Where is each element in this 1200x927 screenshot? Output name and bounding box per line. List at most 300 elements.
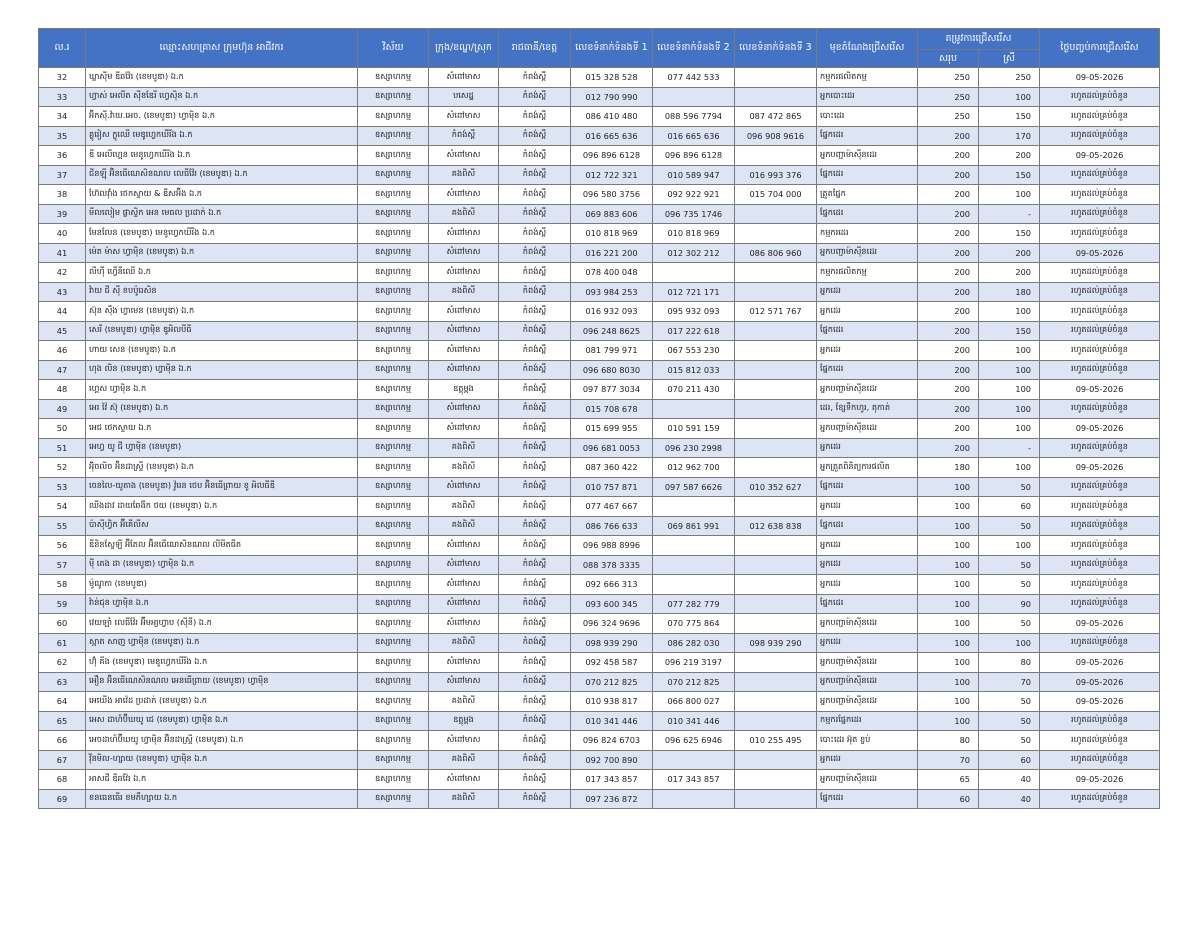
cell-sector: ឧស្សាហកម្ម [358,263,429,283]
cell-no: 35 [39,126,86,146]
cell-phone-1: 081 799 971 [571,341,653,361]
table-row [39,731,1160,751]
cell-position: អ្នកដេរ [817,341,918,361]
cell-phone-1: 016 221 200 [571,243,653,263]
cell-district: សំពៅមាស [429,594,499,614]
cell-total: 200 [918,243,979,263]
cell-position: ផ្នែកដេរ [817,516,918,536]
cell-deadline: រហូតដល់គ្រប់ចំនួន [1040,126,1160,146]
cell-district: សំពៅមាស [429,263,499,283]
table-row [39,653,1160,673]
cell-company-name: ស៊ុន ស៊ឹង ហ្វាមេន (ខេមបូឌា) ឯ.ក [86,302,358,322]
cell-total: 100 [918,575,979,595]
cell-phone-1: 096 248 8625 [571,321,653,341]
cell-sector: ឧស្សាហកម្ម [358,458,429,478]
cell-phone-1: 096 680 8030 [571,360,653,380]
cell-phone-1: 092 700 890 [571,750,653,770]
table-row [39,87,1160,107]
cell-district: សំពៅមាស [429,107,499,127]
cell-company-name: លីហ៊ី ហ្វើនីឈើ ឯ.ក [86,263,358,283]
cell-sector: ឧស្សាហកម្ម [358,146,429,166]
cell-total: 100 [918,614,979,634]
cell-company-name: ម៉េត ម៉ាស ហ្វាម៉ិន (ខេមបូឌា) ឯ.ក [86,243,358,263]
cell-female: 50 [979,575,1040,595]
cell-province: កំពង់ស្ពឺ [499,87,571,107]
cell-district: សំពៅមាស [429,321,499,341]
cell-company-name: វ៉ាយ ជី ស៊ី ខបប៉ូរេសិន [86,282,358,302]
cell-female: 100 [979,536,1040,556]
cell-phone-3: 016 993 376 [735,165,817,185]
cell-phone-3 [735,575,817,595]
cell-female: 50 [979,614,1040,634]
cell-female: 50 [979,516,1040,536]
cell-position: អ្នកបញ្ជាម៉ាស៊ីនដេរ [817,692,918,712]
cell-province: កំពង់ស្ពឺ [499,536,571,556]
cell-phone-3 [735,68,817,88]
cell-province: កំពង់ស្ពឺ [499,731,571,751]
cell-district: គងពិសី [429,750,499,770]
cell-phone-1: 092 458 587 [571,653,653,673]
cell-position: កម្មករដេរ [817,224,918,244]
cell-total: 200 [918,146,979,166]
cell-phone-3 [735,711,817,731]
cell-phone-2 [653,263,735,283]
cell-phone-3: 015 704 000 [735,185,817,205]
cell-phone-2: 015 812 033 [653,360,735,380]
cell-company-name: អេចដាហ៍ប៊ីឃយូ ហ្វាម៉ិន អ៊ិនដាស្ទ្រី (ខេមបូឌា) ឯ.ក [86,731,358,751]
cell-phone-2: 070 775 864 [653,614,735,634]
cell-deadline: រហូតដល់គ្រប់ចំនួន [1040,399,1160,419]
cell-company-name: ឌី អេលីហ្គេន មេនូហ្វេកឃីរីង ឯ.ក [86,146,358,166]
cell-province: កំពង់ស្ពឺ [499,516,571,536]
cell-sector: ឧស្សាហកម្ម [358,87,429,107]
cell-no: 39 [39,204,86,224]
cell-total: 100 [918,633,979,653]
cell-phone-2 [653,575,735,595]
cell-position: ផ្នែកដេរ [817,321,918,341]
cell-company-name: ស្អាត សាញ ហ្វាម៉ិន (ខេមបូឌា) ឯ.ក [86,633,358,653]
cell-position: អ្នកដេរ [817,555,918,575]
cell-deadline: រហូតដល់គ្រប់ចំនួន [1040,633,1160,653]
cell-female: 90 [979,594,1040,614]
cell-sector: ឧស្សាហកម្ម [358,224,429,244]
cell-province: កំពង់ស្ពឺ [499,165,571,185]
cell-no: 42 [39,263,86,283]
cell-phone-1: 015 699 955 [571,419,653,439]
cell-sector: ឧស្សាហកម្ម [358,126,429,146]
cell-company-name: ម៉ូណូកា (ខេមបូឌា) [86,575,358,595]
cell-total: 70 [918,750,979,770]
cell-position: ផ្នែកដេរ [817,360,918,380]
cell-position: អ្នកបញ្ជាម៉ាស៊ីនដេរ [817,380,918,400]
cell-phone-3 [735,224,817,244]
cell-total: 200 [918,204,979,224]
cell-no: 60 [39,614,86,634]
cell-female: 100 [979,380,1040,400]
cell-phone-2: 070 212 825 [653,672,735,692]
cell-no: 55 [39,516,86,536]
cell-sector: ឧស្សាហកម្ម [358,341,429,361]
cell-sector: ឧស្សាហកម្ម [358,750,429,770]
cell-province: កំពង់ស្ពឺ [499,672,571,692]
cell-phone-3 [735,789,817,809]
cell-female: 100 [979,360,1040,380]
cell-phone-2 [653,87,735,107]
header-phone-3: លេខទំនាក់ទំនងទី 3 [735,29,817,68]
cell-province: កំពង់ស្ពឺ [499,360,571,380]
table-row [39,438,1160,458]
cell-province: កំពង់ស្ពឺ [499,185,571,205]
cell-phone-3 [735,497,817,517]
cell-total: 250 [918,87,979,107]
cell-total: 200 [918,438,979,458]
cell-female: 100 [979,399,1040,419]
cell-sector: ឧស្សាហកម្ម [358,185,429,205]
cell-total: 100 [918,497,979,517]
cell-no: 57 [39,555,86,575]
table-row [39,477,1160,497]
cell-company-name: អេរ វ៉ៃ ស៊ុ (ខេមបូឌា) ឯ.ក [86,399,358,419]
cell-phone-2: 012 302 212 [653,243,735,263]
cell-province: កំពង់ស្ពឺ [499,341,571,361]
table-header [39,29,1160,68]
cell-position: អ្នកដេរ [817,575,918,595]
cell-deadline: 09-05-2026 [1040,146,1160,166]
cell-deadline: 09-05-2026 [1040,243,1160,263]
cell-province: កំពង់ស្ពឺ [499,224,571,244]
cell-position: អ្នកដេរ [817,282,918,302]
cell-sector: ឧស្សាហកម្ម [358,731,429,751]
cell-phone-2: 095 932 093 [653,302,735,322]
cell-deadline: រហូតដល់គ្រប់ចំនួន [1040,536,1160,556]
header-phone-2: លេខទំនាក់ទំនងទី 2 [653,29,735,68]
cell-female: 170 [979,126,1040,146]
cell-phone-1: 069 883 606 [571,204,653,224]
cell-phone-1: 070 212 825 [571,672,653,692]
header-female: ស្រី [979,50,1040,68]
cell-deadline: រហូតដល់គ្រប់ចំនួន [1040,516,1160,536]
cell-company-name: អ៊ុិចលិច អ៊ិនដាស្ទ្រី (ខេមបូឌា) ឯ.ក [86,458,358,478]
cell-no: 59 [39,594,86,614]
cell-province: កំពង់ស្ពឺ [499,302,571,322]
cell-total: 60 [918,789,979,809]
table-row [39,282,1160,302]
table-row [39,575,1160,595]
cell-sector: ឧស្សាហកម្ម [358,204,429,224]
header-deadline: ថ្ងៃបញ្ចប់ការជ្រើសរើស [1040,29,1160,68]
cell-female: 100 [979,341,1040,361]
cell-position: ផ្នែកដេរ [817,126,918,146]
cell-company-name: ហ៊ុំ គីង (ខេមបូឌា) មេនូហ្វេកឃីរីង ឯ.ក [86,653,358,673]
cell-total: 200 [918,302,979,322]
cell-no: 32 [39,68,86,88]
cell-phone-3: 098 939 290 [735,633,817,653]
cell-district: សំពៅមាស [429,731,499,751]
cell-female: 150 [979,107,1040,127]
cell-total: 100 [918,477,979,497]
cell-phone-3: 010 352 627 [735,477,817,497]
cell-phone-3: 012 638 838 [735,516,817,536]
cell-province: កំពង់ស្ពឺ [499,243,571,263]
cell-province: កំពង់ស្ពឺ [499,614,571,634]
cell-position: អ្នកដេរ [817,633,918,653]
cell-phone-3 [735,321,817,341]
cell-female: 100 [979,185,1040,205]
cell-female: 60 [979,750,1040,770]
cell-position: អ្នកដេរ [817,438,918,458]
cell-phone-2: 016 665 636 [653,126,735,146]
cell-total: 100 [918,555,979,575]
cell-phone-1: 086 766 633 [571,516,653,536]
table-row [39,224,1160,244]
cell-total: 65 [918,770,979,790]
cell-no: 63 [39,672,86,692]
cell-position: អ្នកបញ្ជាម៉ាស៊ីនដេរ [817,770,918,790]
cell-company-name: អាសជី ឌីឆវ៉ែរ ឯ.ក [86,770,358,790]
cell-female: 150 [979,224,1040,244]
cell-district: សំពៅមាស [429,68,499,88]
cell-district: សំពៅមាស [429,146,499,166]
cell-total: 200 [918,380,979,400]
cell-phone-1: 098 939 290 [571,633,653,653]
cell-phone-2: 070 211 430 [653,380,735,400]
cell-phone-2: 092 922 921 [653,185,735,205]
cell-sector: ឧស្សាហកម្ម [358,536,429,556]
cell-phone-1: 010 818 969 [571,224,653,244]
cell-position: អ្នកដេរ [817,536,918,556]
cell-female: 70 [979,672,1040,692]
cell-phone-1: 097 236 872 [571,789,653,809]
cell-district: គងពិសី [429,204,499,224]
cell-phone-3 [735,555,817,575]
cell-phone-3 [735,594,817,614]
cell-phone-2 [653,497,735,517]
cell-total: 80 [918,731,979,751]
cell-phone-1: 096 896 6128 [571,146,653,166]
cell-deadline: 09-05-2026 [1040,419,1160,439]
cell-sector: ឧស្សាហកម្ម [358,477,429,497]
cell-position: ផ្នែកដេរ [817,477,918,497]
cell-no: 48 [39,380,86,400]
cell-district: គងពិសី [429,516,499,536]
cell-district: សំពៅមាស [429,224,499,244]
header-company-name: ឈ្មោះសហគ្រាស ក្រុមហ៊ុន អាជីវករ [86,29,358,68]
cell-deadline: រហូតដល់គ្រប់ចំនួន [1040,107,1160,127]
cell-phone-2: 012 721 171 [653,282,735,302]
cell-no: 36 [39,146,86,166]
table-row [39,165,1160,185]
cell-sector: ឧស្សាហកម្ម [358,770,429,790]
cell-total: 200 [918,419,979,439]
cell-no: 50 [39,419,86,439]
cell-phone-1: 096 824 6703 [571,731,653,751]
header-sector: វិស័យ [358,29,429,68]
cell-total: 200 [918,185,979,205]
cell-district: សំពៅមាស [429,185,499,205]
cell-deadline: រហូតដល់គ្រប់ចំនួន [1040,185,1160,205]
cell-total: 200 [918,165,979,185]
cell-position: អ្នកដេរ [817,497,918,517]
cell-phone-1: 010 341 446 [571,711,653,731]
cell-phone-1: 016 665 636 [571,126,653,146]
cell-district: គងពិសី [429,458,499,478]
cell-deadline: 09-05-2026 [1040,672,1160,692]
cell-position: អ្នកបញ្ជាម៉ាស៊ីនដេរ [817,146,918,166]
cell-total: 200 [918,263,979,283]
cell-phone-3 [735,380,817,400]
cell-deadline: រហូតដល់គ្រប់ចំនួន [1040,789,1160,809]
cell-sector: ឧស្សាហកម្ម [358,692,429,712]
cell-company-name: អេជ ថេកស្ទាយ ឯ.ក [86,419,358,439]
cell-phone-3 [735,692,817,712]
cell-province: កំពង់ស្ពឺ [499,68,571,88]
cell-company-name: អេស ដាហ៍ប៊ីឃយូ ជេ (ខេមបូឌា) ហ្វាម៉ិន ឯ.ក [86,711,358,731]
cell-no: 66 [39,731,86,751]
cell-phone-1: 012 722 321 [571,165,653,185]
cell-company-name: ហ្វាស់ អេលីត ស៊ីនឌែរី ហ្វេស៊ិន ឯ.ក [86,87,358,107]
cell-company-name: ហាយ សេន (ខេមបូឌា) ឯ.ក [86,341,358,361]
cell-total: 200 [918,126,979,146]
table-row [39,555,1160,575]
cell-total: 100 [918,516,979,536]
cell-no: 40 [39,224,86,244]
cell-province: កំពង់ស្ពឺ [499,282,571,302]
cell-district: សំពៅមាស [429,360,499,380]
cell-phone-1: 096 681 0053 [571,438,653,458]
cell-total: 200 [918,224,979,244]
cell-sector: ឧស្សាហកម្ម [358,672,429,692]
header-recruitment-need: តម្រូវការជ្រើសរើស [918,29,1040,50]
cell-province: កំពង់ស្ពឺ [499,438,571,458]
cell-district: សំពៅមាស [429,399,499,419]
cell-position: កម្មករផលិតកម្ម [817,263,918,283]
cell-phone-3 [735,399,817,419]
cell-phone-2: 077 282 779 [653,594,735,614]
header-district: ក្រុង/ខណ្ឌ/ស្រុក [429,29,499,68]
cell-female: 50 [979,731,1040,751]
cell-deadline: រហូតដល់គ្រប់ចំនួន [1040,575,1160,595]
cell-phone-2: 012 962 700 [653,458,735,478]
cell-no: 56 [39,536,86,556]
cell-phone-1: 093 600 345 [571,594,653,614]
cell-position: កម្មករផ្នែកដេរ [817,711,918,731]
cell-no: 61 [39,633,86,653]
cell-deadline: 09-05-2026 [1040,770,1160,790]
cell-company-name: ម៉ី តេង ដា (ខេមបូឌា) ហ្វាម៉ិន ឯ.ក [86,555,358,575]
cell-position: ផ្នែកដេរ [817,594,918,614]
cell-no: 62 [39,653,86,673]
cell-total: 100 [918,711,979,731]
cell-deadline: 09-05-2026 [1040,68,1160,88]
cell-district: ឧត្តុម្ពង [429,380,499,400]
cell-no: 49 [39,399,86,419]
table-row [39,594,1160,614]
cell-no: 33 [39,87,86,107]
cell-phone-2: 096 625 6946 [653,731,735,751]
cell-province: កំពង់ស្ពឺ [499,497,571,517]
cell-phone-3 [735,672,817,692]
cell-female: 200 [979,243,1040,263]
cell-district: ឧត្តុម្ពង [429,711,499,731]
cell-sector: ឧស្សាហកម្ម [358,633,429,653]
cell-total: 180 [918,458,979,478]
cell-district: សំពៅមាស [429,341,499,361]
cell-female: - [979,204,1040,224]
cell-female: 80 [979,653,1040,673]
cell-province: កំពង់ស្ពឺ [499,380,571,400]
cell-district: សំពៅមាស [429,243,499,263]
cell-no: 34 [39,107,86,127]
cell-phone-2: 086 282 030 [653,633,735,653]
cell-company-name: អឿន អ៊ិនធើណេសិនណល អេនធើព្រាយ (ខេមបូឌា) ហ្វាម៉ិន [86,672,358,692]
cell-deadline: រហូតដល់គ្រប់ចំនួន [1040,594,1160,614]
table-row [39,458,1160,478]
cell-sector: ឧស្សាហកម្ម [358,321,429,341]
table-row [39,692,1160,712]
cell-province: កំពង់ស្ពឺ [499,692,571,712]
cell-company-name: ហ៊ែលវ៉ាំង ថេកស្ទាយ & ឌីសអ៊ីង ឯ.ក [86,185,358,205]
cell-company-name: ឃ្លាសុីម ឌីឆវ៉ែរ (ខេមបូឌា) ឯ.ក [86,68,358,88]
cell-position: ផ្នែកដេរ [817,204,918,224]
cell-sector: ឧស្សាហកម្ម [358,711,429,731]
cell-deadline: 09-05-2026 [1040,380,1160,400]
cell-phone-3: 012 571 767 [735,302,817,322]
table-row [39,380,1160,400]
cell-deadline: រហូតដល់គ្រប់ចំនួន [1040,165,1160,185]
table-row [39,614,1160,634]
cell-phone-3: 087 472 865 [735,107,817,127]
cell-deadline: រហូតដល់គ្រប់ចំនួន [1040,438,1160,458]
cell-sector: ឧស្សាហកម្ម [358,438,429,458]
cell-position: អ្នកបោះដេរ [817,87,918,107]
cell-no: 45 [39,321,86,341]
cell-sector: ឧស្សាហកម្ម [358,107,429,127]
cell-female: 100 [979,633,1040,653]
cell-province: កំពង់ស្ពឺ [499,399,571,419]
cell-company-name: វេយឡាំ លេធីវ៉ែរ អ៊ីមអ្យហ្វាប (ស៊ីនី) ឯ.ក [86,614,358,634]
cell-deadline: រហូតដល់គ្រប់ចំនួន [1040,263,1160,283]
header-total: សរុប [918,50,979,68]
cell-no: 37 [39,165,86,185]
table-row [39,419,1160,439]
cell-phone-3 [735,146,817,166]
cell-phone-3 [735,87,817,107]
cell-phone-3 [735,750,817,770]
cell-province: កំពង់ស្ពឺ [499,146,571,166]
cell-phone-2 [653,555,735,575]
cell-phone-1: 015 708 678 [571,399,653,419]
cell-company-name: មែនលែន (ខេមបូឌា) មេនូហ្វេកឃីរីង ឯ.ក [86,224,358,244]
cell-deadline: រហូតដល់គ្រប់ចំនួន [1040,711,1160,731]
cell-company-name: សេរី (ខេមបូឌា) ហ្វាម៉ិន ឌូអិលបីធី [86,321,358,341]
cell-phone-3 [735,653,817,673]
cell-female: 150 [979,321,1040,341]
cell-no: 69 [39,789,86,809]
job-listings-table [38,28,1160,809]
cell-female: 100 [979,302,1040,322]
table-row [39,185,1160,205]
cell-female: 100 [979,87,1040,107]
cell-province: កំពង់ស្ពឺ [499,263,571,283]
cell-phone-1: 097 877 3034 [571,380,653,400]
cell-female: 50 [979,555,1040,575]
cell-phone-1: 078 400 048 [571,263,653,283]
cell-district: សំពៅមាស [429,536,499,556]
cell-phone-3 [735,770,817,790]
cell-total: 100 [918,594,979,614]
cell-sector: ឧស្សាហកម្ម [358,497,429,517]
cell-district: សំពៅមាស [429,770,499,790]
